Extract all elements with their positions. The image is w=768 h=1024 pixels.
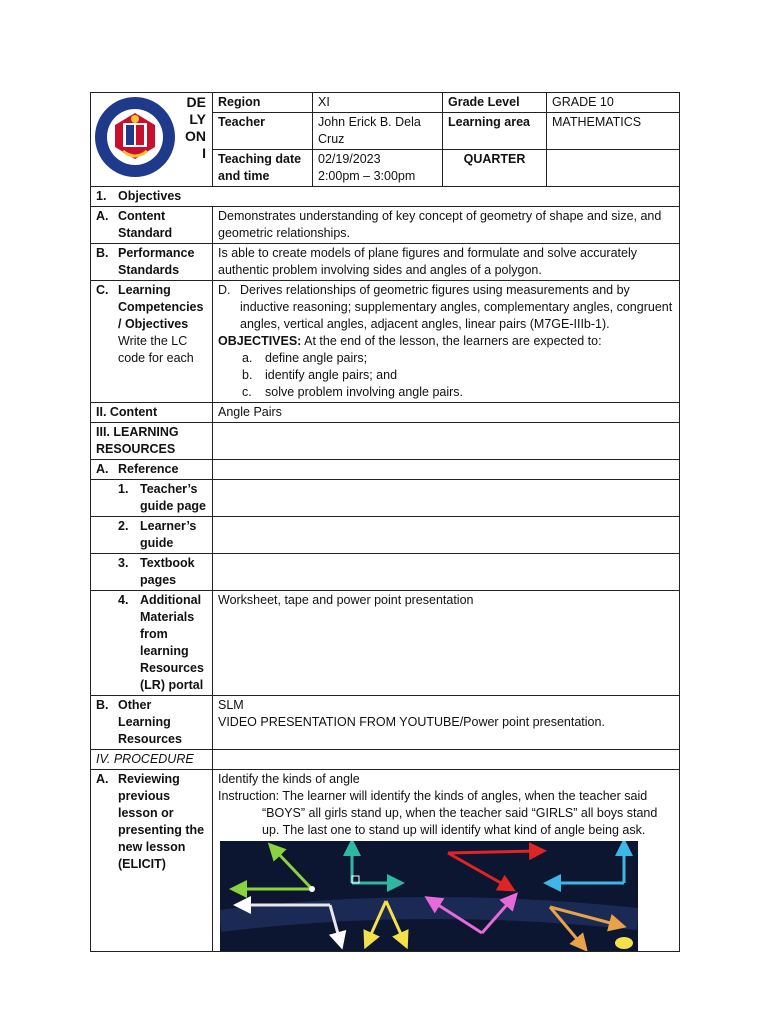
badge-icon (615, 937, 633, 949)
list-marker: a. (242, 351, 253, 365)
item-letter: A. (96, 772, 109, 786)
list-text: define angle pairs; (265, 351, 368, 365)
item-number: 3. (118, 556, 129, 570)
competency-letter: D. (218, 283, 231, 297)
angle-kinds-illustration (220, 841, 638, 951)
objectives-intro: At the end of the lesson, the learners are expected to: (301, 334, 602, 348)
activity-title: Identify the kinds of angle (218, 772, 360, 786)
textbook-pages-label (91, 554, 213, 591)
additional-materials-label (91, 591, 213, 696)
activity-instruction: Instruction: The learner will identify the kinds of angles, when the teacher said (218, 789, 648, 803)
content-label: II. Content (91, 403, 213, 423)
learning-resources-value (213, 423, 680, 460)
quarter-label: QUARTER (443, 150, 547, 187)
region-label: Region (213, 93, 313, 113)
objectives-heading (91, 187, 680, 207)
item-letter: C. (96, 283, 109, 297)
grade-level-value: GRADE 10 (547, 93, 680, 113)
item-label: Learner’s guide (140, 519, 197, 550)
learning-competencies-text (213, 281, 680, 403)
procedure-value (213, 750, 680, 770)
logo-fragment-1: DE (186, 94, 206, 110)
list-text: identify angle pairs; and (265, 368, 398, 382)
reviewing-label (91, 770, 213, 952)
item-number: 2. (118, 519, 129, 533)
content-standard-label (91, 207, 213, 244)
learning-area-label: Learning area (443, 113, 547, 150)
item-label: Teacher’s guide page (140, 482, 206, 513)
content-value: Angle Pairs (213, 403, 680, 423)
item-label: Textbook pages (140, 556, 195, 587)
other-resources-value (213, 696, 680, 750)
item-label: Learning Competencies / Objectives (118, 283, 204, 331)
competency-text: Derives relationships of geometric figures using measurements and by inductive reasoning; supplementary angles, complementary angles, congruent angles, vertical angles, adjacent angles, linear pairs (M7GE-IIIb-1). (240, 283, 673, 331)
item-label: Reference (118, 462, 179, 476)
teachers-guide-label (91, 480, 213, 517)
school-name-fragment (185, 94, 206, 162)
other-resource-line: VIDEO PRESENTATION FROM YOUTUBE/Power point presentation. (218, 715, 605, 729)
learning-resources-label: III. LEARNING RESOURCES (91, 423, 213, 460)
item-letter: B. (96, 698, 109, 712)
time-value: 2:00pm – 3:00pm (318, 169, 416, 183)
item-label: Content Standard (118, 209, 173, 240)
list-marker: c. (242, 385, 252, 399)
other-resources-label (91, 696, 213, 750)
item-label: Additional Materials from learning Resources (LR) portal (140, 593, 204, 692)
item-letter: B. (96, 246, 109, 260)
grade-level-label: Grade Level (443, 93, 547, 113)
item-label: Other Learning Resources (118, 698, 182, 746)
logo-fragment-3: ON (185, 128, 206, 144)
region-value: XI (313, 93, 443, 113)
lc-code-note: Write the LC code for each (118, 334, 194, 365)
section-label: Objectives (118, 189, 182, 203)
other-resource-line: SLM (218, 698, 244, 712)
additional-materials-value: Worksheet, tape and power point presentation (213, 591, 680, 696)
section-number: 1. (96, 189, 107, 203)
textbook-pages-value (213, 554, 680, 591)
lesson-plan-page (90, 92, 679, 952)
item-number: 4. (118, 593, 129, 607)
logo-fragment-4: I (202, 145, 206, 161)
performance-standards-text: Is able to create models of plane figures and formulate and solve accurately authentic problem involving sides and angles of a polygon. (213, 244, 680, 281)
learning-competencies-label (91, 281, 213, 403)
item-label: Performance Standards (118, 246, 195, 277)
reviewing-content (213, 770, 680, 952)
teachers-guide-value (213, 480, 680, 517)
reference-label (91, 460, 213, 480)
deped-logo-cell (91, 93, 213, 187)
quarter-value (547, 150, 680, 187)
learners-guide-label (91, 517, 213, 554)
list-item (218, 384, 674, 401)
list-text: solve problem involving angle pairs. (265, 385, 464, 399)
reference-value (213, 460, 680, 480)
teaching-date-value (313, 150, 443, 187)
list-item (218, 367, 674, 384)
item-number: 1. (118, 482, 129, 496)
item-label: Reviewing previous lesson or presenting the new lesson (ELICIT) (118, 772, 205, 871)
teacher-value: John Erick B. Dela Cruz (313, 113, 443, 150)
lesson-plan-table (90, 92, 680, 952)
activity-instruction-cont: “BOYS” all girls stand up, when the teacher said “GIRLS” all boys stand up. The last one to stand up will identify what kind of angle being ask. (262, 806, 658, 837)
teaching-date-label: Teaching date and time (213, 150, 313, 187)
item-letter: A. (96, 462, 109, 476)
list-marker: b. (242, 368, 253, 382)
learning-area-value: MATHEMATICS (547, 113, 680, 150)
learners-guide-value (213, 517, 680, 554)
logo-fragment-2: LY (189, 111, 206, 127)
objectives-label: OBJECTIVES: (218, 334, 302, 348)
angle-kinds-image (220, 841, 638, 951)
item-letter: A. (96, 209, 109, 223)
date-value: 02/19/2023 (318, 152, 381, 166)
teacher-label: Teacher (213, 113, 313, 150)
performance-standards-label (91, 244, 213, 281)
content-standard-text: Demonstrates understanding of key concept of geometry of shape and size, and geometric relationships. (213, 207, 680, 244)
list-item (218, 350, 674, 367)
deped-seal-icon (93, 95, 177, 179)
procedure-label: IV. PROCEDURE (91, 750, 213, 770)
